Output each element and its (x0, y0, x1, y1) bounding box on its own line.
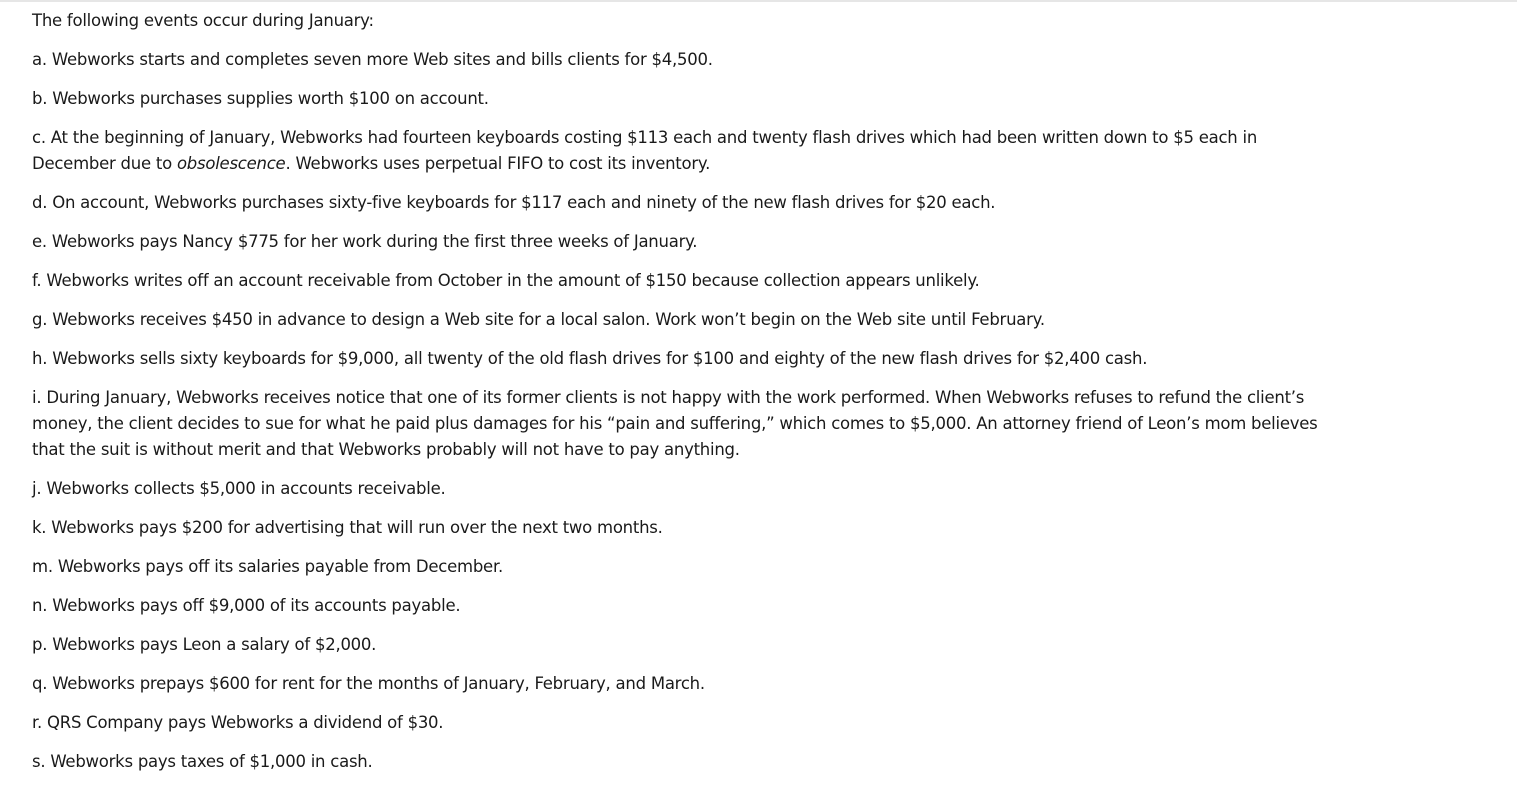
event-r: r. QRS Company pays Webworks a dividend of $30. (32, 713, 444, 732)
event-n: n. Webworks pays off $9,000 of its accounts payable. (32, 596, 461, 615)
event-c-text-end: . Webworks uses perpetual FIFO to cost its inventory. (285, 154, 711, 173)
event-c-text-start: c. At the beginning of January, Webworks had fourteen keyboards costing $113 each and twenty flash drives which had been written down to $5 each in December due to (32, 128, 1258, 173)
event-b: b. Webworks purchases supplies worth $100 on account. (32, 89, 489, 108)
event-c (32, 125, 1322, 177)
event-m: m. Webworks pays off its salaries payable from December. (32, 557, 503, 576)
event-e: e. Webworks pays Nancy $775 for her work during the first three weeks of January. (32, 232, 698, 251)
event-k: k. Webworks pays $200 for advertising that will run over the next two months. (32, 518, 663, 537)
event-h: h. Webworks sells sixty keyboards for $9,000, all twenty of the old flash drives for $100 and eighty of the new flash drives for $2,400 cash. (32, 349, 1148, 368)
event-q: q. Webworks prepays $600 for rent for the months of January, February, and March. (32, 674, 705, 693)
event-j: j. Webworks collects $5,000 in accounts receivable. (32, 479, 446, 498)
event-g: g. Webworks receives $450 in advance to design a Web site for a local salon. Work won’t begin on the Web site until February. (32, 310, 1045, 329)
intro-heading: The following events occur during January: (32, 11, 374, 30)
event-s: s. Webworks pays taxes of $1,000 in cash. (32, 752, 373, 771)
event-p: p. Webworks pays Leon a salary of $2,000. (32, 635, 377, 654)
event-d: d. On account, Webworks purchases sixty-five keyboards for $117 each and ninety of the new flash drives for $20 each. (32, 193, 996, 212)
event-f: f. Webworks writes off an account receivable from October in the amount of $150 because collection appears unlikely. (32, 271, 980, 290)
event-a: a. Webworks starts and completes seven more Web sites and bills clients for $4,500. (32, 50, 713, 69)
event-i: i. During January, Webworks receives notice that one of its former clients is not happy with the work performed. When Webworks refuses to refund the client’s money, the client decides to sue for what he paid plus damages for his “pain and suffering,” which comes to $5,000. An attorney friend of Leon’s mom believes that the suit is without merit and that Webworks probably will not have to pay anything. (32, 388, 1318, 459)
event-c-italic-term: obsolescence (176, 154, 286, 173)
top-divider (0, 0, 1517, 2)
events-document (32, 8, 1322, 785)
